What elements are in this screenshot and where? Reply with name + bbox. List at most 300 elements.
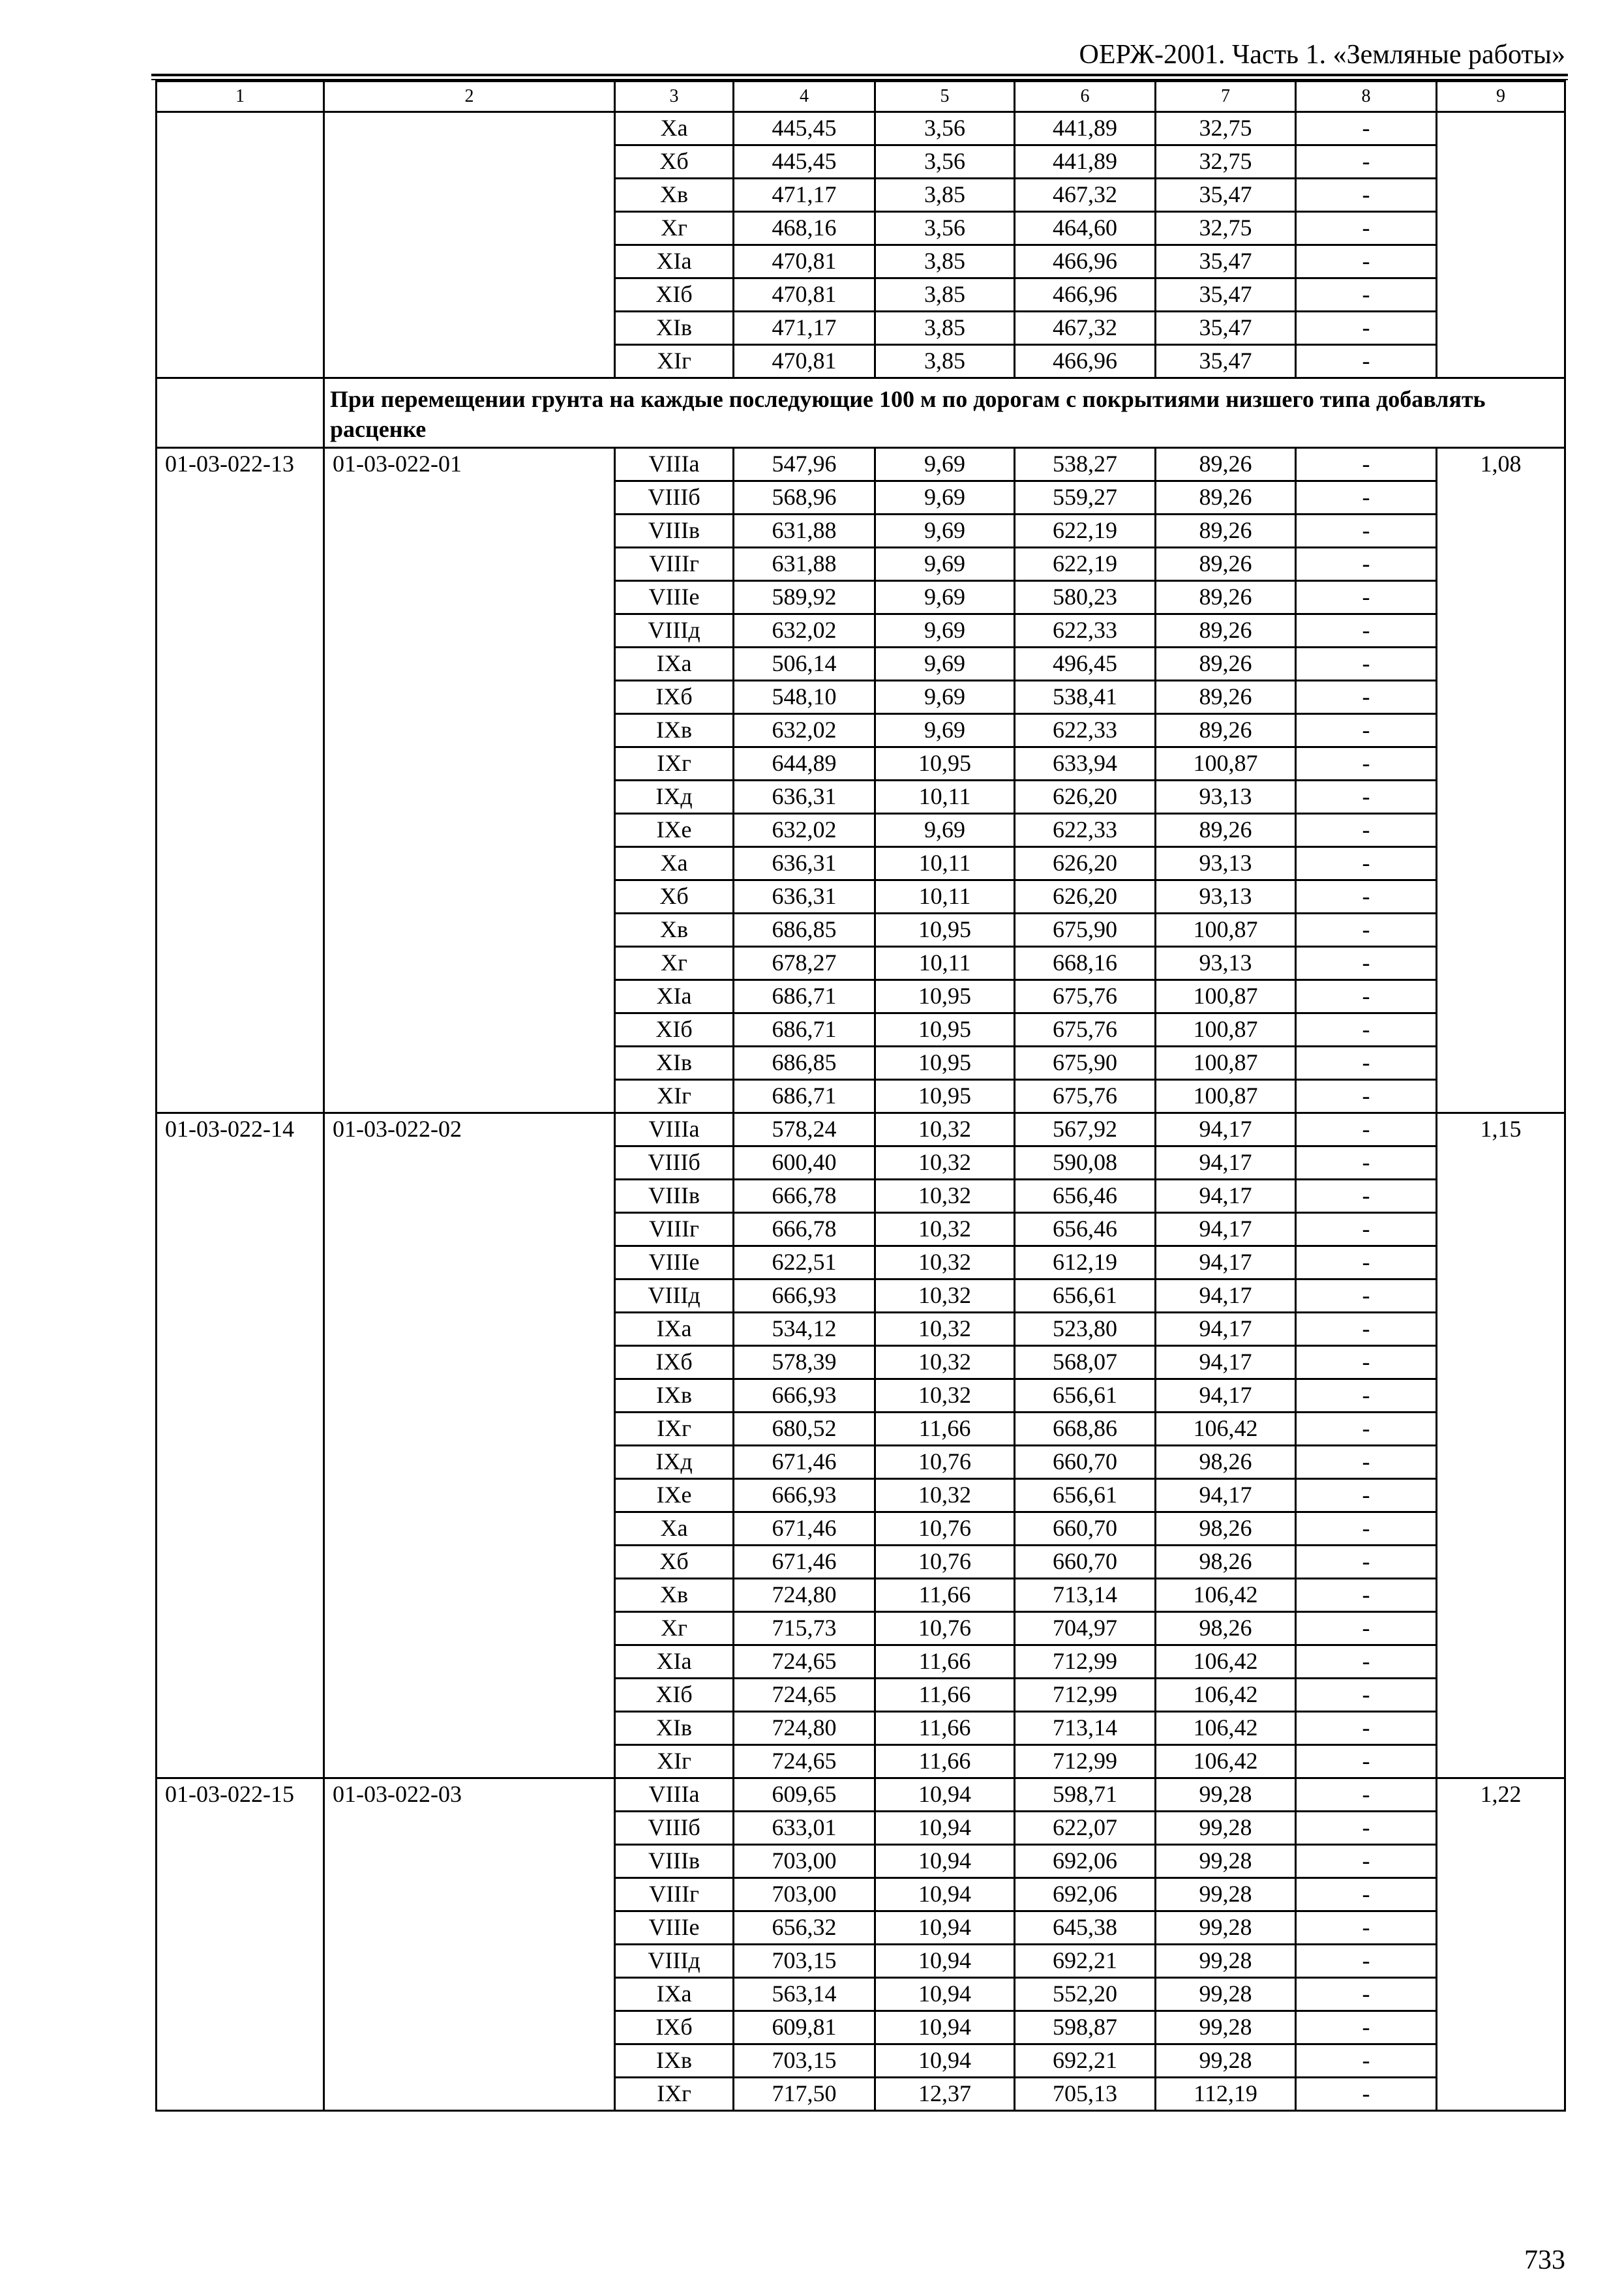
data-cell: - [1296,781,1437,814]
data-cell: 93,13 [1156,781,1296,814]
data-cell: 10,76 [875,1446,1015,1479]
data-cell: 3,56 [875,145,1015,179]
data-cell: - [1296,1346,1437,1379]
data-cell: - [1296,515,1437,548]
data-cell: 578,39 [734,1346,875,1379]
data-cell: Xб [615,880,734,914]
data-cell: XIб [615,278,734,312]
data-cell: - [1296,179,1437,212]
data-cell: 686,71 [734,1013,875,1047]
data-cell: XIa [615,1645,734,1679]
base-rate-code: 01-03-022-03 [324,1778,615,2111]
data-cell: 622,33 [1015,714,1156,747]
data-cell: 712,99 [1015,1679,1156,1712]
data-cell: 3,85 [875,179,1015,212]
data-cell: 9,69 [875,515,1015,548]
data-cell: IXг [615,2078,734,2111]
data-cell: - [1296,1512,1437,1546]
data-cell: - [1296,880,1437,914]
data-cell: 10,94 [875,1845,1015,1878]
data-cell: 636,31 [734,781,875,814]
data-cell: 9,69 [875,614,1015,648]
data-cell: 633,01 [734,1812,875,1845]
data-cell: VIIIa [615,448,734,481]
data-cell: 11,66 [875,1679,1015,1712]
data-cell: 100,87 [1156,747,1296,781]
data-cell: Xг [615,1612,734,1645]
data-cell: 94,17 [1156,1113,1296,1146]
column-number-cell: 2 [324,82,615,112]
data-cell: 94,17 [1156,1346,1296,1379]
data-cell: 112,19 [1156,2078,1296,2111]
data-cell: Xг [615,212,734,245]
data-cell: - [1296,481,1437,515]
data-cell: 703,15 [734,1945,875,1978]
data-cell: 609,81 [734,2011,875,2044]
data-cell: - [1296,312,1437,345]
data-cell: 523,80 [1015,1313,1156,1346]
data-cell: 645,38 [1015,1911,1156,1945]
data-cell: 106,42 [1156,1712,1296,1745]
data-cell: VIIIг [615,1213,734,1246]
data-cell: 559,27 [1015,481,1156,515]
data-cell: 660,70 [1015,1512,1156,1546]
data-cell: 11,66 [875,1645,1015,1679]
data-cell: 580,23 [1015,581,1156,614]
data-cell: 89,26 [1156,814,1296,847]
data-cell: 9,69 [875,548,1015,581]
data-cell: - [1296,1945,1437,1978]
data-cell: 598,87 [1015,2011,1156,2044]
data-cell: - [1296,847,1437,880]
section-note-spacer [157,378,324,448]
data-cell: VIIIд [615,614,734,648]
data-cell: 656,32 [734,1911,875,1945]
data-cell: 10,32 [875,1113,1015,1146]
data-cell: 3,85 [875,278,1015,312]
data-cell: 106,42 [1156,1645,1296,1679]
data-cell: 98,26 [1156,1546,1296,1579]
data-cell: 671,46 [734,1446,875,1479]
data-cell: 678,27 [734,947,875,980]
data-cell: 568,96 [734,481,875,515]
data-cell: 35,47 [1156,312,1296,345]
data-cell: 631,88 [734,548,875,581]
coefficient-cell-empty [1437,112,1565,378]
data-cell: 705,13 [1015,2078,1156,2111]
data-cell: - [1296,1845,1437,1878]
data-cell: - [1296,212,1437,245]
data-cell: 99,28 [1156,1845,1296,1878]
data-cell: 12,37 [875,2078,1015,2111]
data-cell: 10,11 [875,847,1015,880]
data-cell: VIIIб [615,481,734,515]
data-cell: VIIIe [615,1246,734,1279]
data-cell: 10,94 [875,1945,1015,1978]
data-cell: - [1296,1047,1437,1080]
data-cell: XIб [615,1013,734,1047]
data-cell: 32,75 [1156,145,1296,179]
data-cell: 9,69 [875,581,1015,614]
data-cell: 622,33 [1015,814,1156,847]
data-cell: 10,32 [875,1279,1015,1313]
data-cell: 622,33 [1015,614,1156,648]
data-cell: VIIIб [615,1812,734,1845]
data-cell: 724,65 [734,1645,875,1679]
rate-code: 01-03-022-13 [157,448,324,1113]
data-cell: XIв [615,1047,734,1080]
data-cell: - [1296,1978,1437,2011]
data-cell: 10,95 [875,1013,1015,1047]
data-cell: 89,26 [1156,548,1296,581]
data-cell: - [1296,581,1437,614]
data-cell: 10,76 [875,1512,1015,1546]
data-cell: 10,32 [875,1246,1015,1279]
data-cell: VIIIд [615,1279,734,1313]
data-cell: XIa [615,245,734,278]
data-cell: 660,70 [1015,1546,1156,1579]
section-note-row [157,378,1565,448]
data-cell: 3,85 [875,312,1015,345]
data-cell: - [1296,1113,1437,1146]
data-cell: 10,32 [875,1146,1015,1180]
data-cell: 622,51 [734,1246,875,1279]
data-cell: - [1296,1645,1437,1679]
data-cell: 724,65 [734,1745,875,1778]
data-cell: Xa [615,1512,734,1546]
data-cell: 506,14 [734,648,875,681]
data-cell: 3,56 [875,212,1015,245]
data-cell: 600,40 [734,1146,875,1180]
data-cell: - [1296,1911,1437,1945]
data-cell: VIIIв [615,515,734,548]
data-cell: XIв [615,1712,734,1745]
data-cell: 35,47 [1156,245,1296,278]
data-cell: 675,76 [1015,1080,1156,1113]
data-cell: 713,14 [1015,1579,1156,1612]
data-cell: 686,71 [734,980,875,1013]
page-number: 733 [1524,2245,1565,2275]
data-cell: 10,94 [875,1911,1015,1945]
data-cell: 547,96 [734,448,875,481]
data-cell: - [1296,1413,1437,1446]
data-cell: VIIIд [615,1945,734,1978]
data-cell: 100,87 [1156,980,1296,1013]
table-row [157,1113,1565,1146]
data-cell: 724,80 [734,1712,875,1745]
table-row [157,448,1565,481]
data-cell: - [1296,1878,1437,1911]
data-cell: - [1296,1146,1437,1180]
data-cell: 106,42 [1156,1579,1296,1612]
data-cell: 470,81 [734,245,875,278]
rate-code: 01-03-022-15 [157,1778,324,2111]
page-header-title: ОЕРЖ-2001. Часть 1. «Земляные работы» [1079,40,1565,70]
data-cell: 471,17 [734,312,875,345]
data-cell: - [1296,1712,1437,1745]
data-cell: IXг [615,747,734,781]
data-cell: 589,92 [734,581,875,614]
data-cell: - [1296,1745,1437,1778]
data-cell: 466,96 [1015,278,1156,312]
data-cell: 471,17 [734,179,875,212]
data-cell: - [1296,448,1437,481]
data-cell: - [1296,1679,1437,1712]
data-cell: 466,96 [1015,345,1156,378]
data-cell: 538,41 [1015,681,1156,714]
data-cell: VIIIa [615,1113,734,1146]
data-cell: 98,26 [1156,1446,1296,1479]
table-row [157,112,1565,145]
data-cell: 703,00 [734,1878,875,1911]
data-cell: 99,28 [1156,2011,1296,2044]
data-cell: 94,17 [1156,1379,1296,1413]
data-cell: 10,11 [875,781,1015,814]
data-cell: 692,06 [1015,1878,1156,1911]
data-cell: - [1296,1446,1437,1479]
data-cell: 11,66 [875,1413,1015,1446]
data-cell: 10,32 [875,1379,1015,1413]
data-cell: - [1296,1579,1437,1612]
data-cell: - [1296,947,1437,980]
data-cell: 441,89 [1015,145,1156,179]
data-cell: 675,76 [1015,1013,1156,1047]
data-cell: IXд [615,781,734,814]
data-cell: - [1296,1612,1437,1645]
data-cell: 703,00 [734,1845,875,1878]
data-cell: 10,94 [875,1878,1015,1911]
data-cell: 644,89 [734,747,875,781]
data-cell: IXб [615,1346,734,1379]
header-rule [151,74,1568,76]
data-cell: 3,85 [875,345,1015,378]
data-cell: 609,65 [734,1778,875,1812]
data-cell: - [1296,548,1437,581]
data-cell: 89,26 [1156,581,1296,614]
data-cell: 94,17 [1156,1313,1296,1346]
data-cell: - [1296,245,1437,278]
data-cell: 715,73 [734,1612,875,1645]
data-cell: - [1296,1279,1437,1313]
data-cell: IXб [615,681,734,714]
data-cell: 89,26 [1156,515,1296,548]
data-cell: 10,94 [875,1812,1015,1845]
data-cell: 724,80 [734,1579,875,1612]
data-cell: 10,95 [875,1080,1015,1113]
data-cell: XIг [615,1080,734,1113]
data-cell: 35,47 [1156,278,1296,312]
data-cell: 11,66 [875,1712,1015,1745]
data-cell: 99,28 [1156,1978,1296,2011]
data-cell: - [1296,1313,1437,1346]
data-cell: 626,20 [1015,781,1156,814]
data-cell: 612,19 [1015,1246,1156,1279]
data-cell: 9,69 [875,648,1015,681]
rates-table [155,80,1566,2112]
data-cell: 9,69 [875,448,1015,481]
data-cell: 94,17 [1156,1213,1296,1246]
data-cell: 671,46 [734,1546,875,1579]
column-number-cell: 4 [734,82,875,112]
data-cell: 10,94 [875,1978,1015,2011]
data-cell: 468,16 [734,212,875,245]
data-cell: IXг [615,1413,734,1446]
data-cell: VIIIб [615,1146,734,1180]
code-cell-empty [157,112,324,378]
column-number-cell: 9 [1437,82,1565,112]
data-cell: 10,94 [875,2011,1015,2044]
data-cell: 692,06 [1015,1845,1156,1878]
data-cell: 622,19 [1015,548,1156,581]
data-cell: 10,11 [875,880,1015,914]
data-cell: 445,45 [734,145,875,179]
data-cell: 106,42 [1156,1413,1296,1446]
data-cell: - [1296,112,1437,145]
data-cell: 666,93 [734,1379,875,1413]
data-cell: XIa [615,980,734,1013]
data-cell: 98,26 [1156,1512,1296,1546]
data-cell: 99,28 [1156,1812,1296,1845]
data-cell: 548,10 [734,681,875,714]
data-cell: - [1296,980,1437,1013]
data-cell: - [1296,681,1437,714]
coefficient: 1,22 [1437,1778,1565,2111]
data-cell: - [1296,1778,1437,1812]
data-cell: 656,61 [1015,1479,1156,1512]
column-number-cell: 6 [1015,82,1156,112]
data-cell: 467,32 [1015,312,1156,345]
data-cell: IXв [615,2044,734,2078]
data-cell: 633,94 [1015,747,1156,781]
data-cell: 9,69 [875,681,1015,714]
data-cell: IXб [615,2011,734,2044]
data-cell: 10,94 [875,1778,1015,1812]
data-cell: 636,31 [734,880,875,914]
data-cell: 712,99 [1015,1745,1156,1778]
data-cell: 666,78 [734,1213,875,1246]
data-cell: 94,17 [1156,1246,1296,1279]
data-cell: 496,45 [1015,648,1156,681]
base-rate-code: 01-03-022-01 [324,448,615,1113]
data-cell: Xг [615,947,734,980]
data-cell: IXa [615,648,734,681]
data-cell: 89,26 [1156,614,1296,648]
data-cell: - [1296,1379,1437,1413]
data-cell: XIг [615,345,734,378]
data-cell: 10,95 [875,980,1015,1013]
data-cell: 668,16 [1015,947,1156,980]
column-number-cell: 8 [1296,82,1437,112]
data-cell: Xв [615,914,734,947]
rate-code: 01-03-022-14 [157,1113,324,1778]
data-cell: Xв [615,179,734,212]
data-cell: VIIIв [615,1845,734,1878]
data-cell: - [1296,747,1437,781]
data-cell: 441,89 [1015,112,1156,145]
column-number-cell: 1 [157,82,324,112]
data-cell: - [1296,714,1437,747]
data-cell: Xв [615,1579,734,1612]
data-cell: 598,71 [1015,1778,1156,1812]
data-cell: 99,28 [1156,1945,1296,1978]
data-cell: VIIIг [615,1878,734,1911]
data-cell: - [1296,1080,1437,1113]
data-cell: 590,08 [1015,1146,1156,1180]
data-cell: 98,26 [1156,1612,1296,1645]
data-cell: - [1296,614,1437,648]
data-cell: 94,17 [1156,1279,1296,1313]
data-cell: 464,60 [1015,212,1156,245]
data-cell: 656,46 [1015,1213,1156,1246]
table-row [157,1778,1565,1812]
data-cell: 106,42 [1156,1679,1296,1712]
data-cell: 675,90 [1015,914,1156,947]
data-cell: - [1296,2044,1437,2078]
data-cell: 100,87 [1156,1013,1296,1047]
data-cell: VIIIг [615,548,734,581]
data-cell: 99,28 [1156,2044,1296,2078]
coefficient: 1,15 [1437,1113,1565,1778]
data-cell: 9,69 [875,814,1015,847]
data-cell: IXв [615,1379,734,1413]
data-cell: 622,19 [1015,515,1156,548]
data-cell: - [1296,2011,1437,2044]
data-cell: 563,14 [734,1978,875,2011]
data-cell: - [1296,1246,1437,1279]
data-cell: - [1296,914,1437,947]
data-cell: 10,95 [875,914,1015,947]
data-cell: - [1296,1479,1437,1512]
data-cell: 106,42 [1156,1745,1296,1778]
data-cell: 10,95 [875,747,1015,781]
data-cell: XIб [615,1679,734,1712]
data-cell: 656,46 [1015,1180,1156,1213]
data-cell: 94,17 [1156,1479,1296,1512]
data-cell: 32,75 [1156,112,1296,145]
data-cell: 3,56 [875,112,1015,145]
data-cell: 32,75 [1156,212,1296,245]
data-cell: 692,21 [1015,2044,1156,2078]
data-cell: 692,21 [1015,1945,1156,1978]
data-cell: 717,50 [734,2078,875,2111]
data-cell: 10,94 [875,2044,1015,2078]
data-cell: 89,26 [1156,681,1296,714]
data-cell: - [1296,278,1437,312]
base-rate-code: 01-03-022-02 [324,1113,615,1778]
data-cell: 686,85 [734,1047,875,1080]
data-cell: 94,17 [1156,1180,1296,1213]
data-cell: 470,81 [734,345,875,378]
data-cell: 100,87 [1156,1080,1296,1113]
base-cell-empty [324,112,615,378]
data-cell: 93,13 [1156,847,1296,880]
data-cell: - [1296,1812,1437,1845]
column-number-row [157,82,1565,112]
data-cell: VIIIe [615,1911,734,1945]
data-cell: 93,13 [1156,880,1296,914]
data-cell: - [1296,648,1437,681]
data-cell: 10,32 [875,1180,1015,1213]
data-cell: 99,28 [1156,1778,1296,1812]
data-cell: 656,61 [1015,1379,1156,1413]
column-number-cell: 3 [615,82,734,112]
data-cell: 99,28 [1156,1911,1296,1945]
data-cell: IXв [615,714,734,747]
data-cell: 626,20 [1015,880,1156,914]
data-cell: 686,85 [734,914,875,947]
data-cell: 89,26 [1156,448,1296,481]
data-cell: 9,69 [875,481,1015,515]
